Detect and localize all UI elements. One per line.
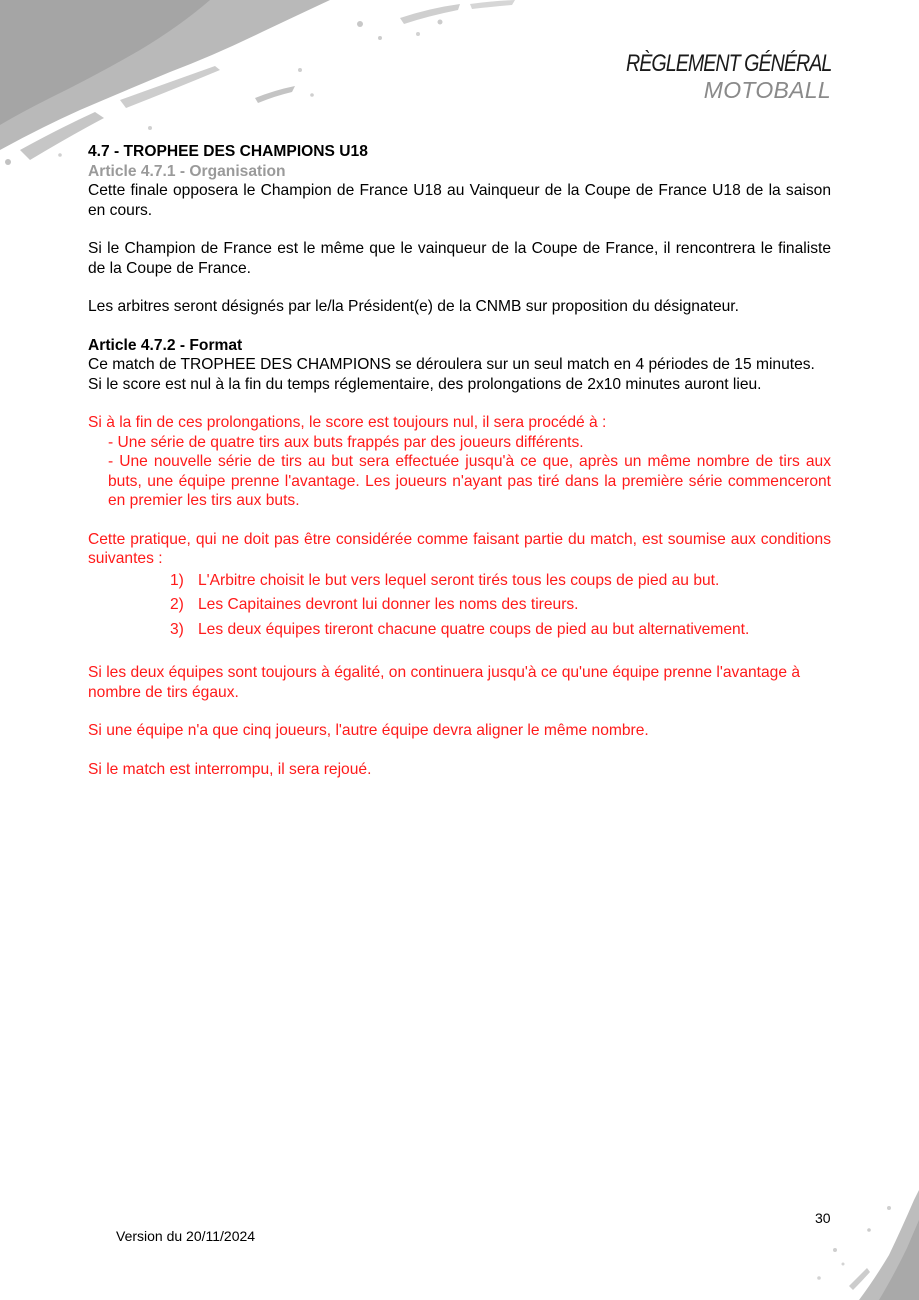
condition-text: Les Capitaines devront lui donner les noms des tireurs. <box>198 596 579 613</box>
brand-header <box>581 50 831 102</box>
version-footer: Version du 20/11/2024 <box>116 1228 256 1244</box>
condition-item <box>88 571 831 591</box>
five-players-paragraph: Si une équipe n'a que cinq joueurs, l'autre équipe devra aligner le même nombre. <box>88 722 649 739</box>
interrupted-match-paragraph: Si le match est interrompu, il sera rejoué. <box>88 760 372 778</box>
equal-score-paragraph: Si les deux équipes sont toujours à égalité, on continuera jusqu'à ce qu'une équipe prenne l'avantage à nombre de tirs égaux. <box>88 664 801 701</box>
article-4-7-2-paragraph-1: Ce match de TROPHEE DES CHAMPIONS se déroulera sur un seul match en 4 périodes de 15 minutes. <box>88 356 815 373</box>
condition-text: Les deux équipes tireront chacune quatre coups de pied au but alternativement. <box>198 620 750 638</box>
article-4-7-1-paragraph-2: Si le Champion de France est le même que le vainqueur de la Coupe de France, il rencontrera le finaliste de la Coupe de France. <box>88 240 831 277</box>
page-number: 30 <box>815 1210 831 1226</box>
condition-number: 3) <box>170 620 184 638</box>
condition-text: L'Arbitre choisit le but vers lequel seront tirés tous les coups de pied au but. <box>198 571 720 589</box>
brush-stroke-decoration-bottom <box>749 1190 919 1300</box>
brand-subtitle: MOTOBALL <box>703 77 831 103</box>
article-4-7-2-title: Article 4.7.2 - Format <box>88 336 243 354</box>
condition-number: 1) <box>170 571 184 589</box>
article-4-7-1-paragraph-3: Les arbitres seront désignés par le/la Président(e) de la CNMB sur proposition du désignateur. <box>88 298 739 315</box>
condition-item <box>88 620 831 640</box>
condition-number: 2) <box>170 596 184 613</box>
penalty-dash-item: - Une nouvelle série de tirs au but sera effectuée jusqu'à ce que, après un même nombre de tirs aux buts, une équipe prenne l'avantage. Les joueurs n'ayant pas tiré dans la première série commenceront en premier les tirs aux buts. <box>108 453 831 509</box>
article-4-7-1-title: Article 4.7.1 - Organisation <box>88 162 286 180</box>
section-title: 4.7 - TROPHEE DES CHAMPIONS U18 <box>88 143 368 160</box>
penalty-intro: Si à la fin de ces prolongations, le score est toujours nul, il sera procédé à : <box>88 414 607 431</box>
conditions-intro: Cette pratique, qui ne doit pas être considérée comme faisant partie du match, est soumise aux conditions suivantes : <box>88 530 831 567</box>
article-4-7-1-paragraph-1: Cette finale opposera le Champion de France U18 au Vainqueur de la Coupe de France U18 de la saison en cours. <box>88 182 831 219</box>
conditions-list <box>88 571 831 640</box>
document-body <box>88 142 831 779</box>
article-4-7-2-paragraph-2: Si le score est nul à la fin du temps réglementaire, des prolongations de 2x10 minutes auront lieu. <box>88 375 762 393</box>
penalty-dash-item: - Une série de quatre tirs aux buts frappés par des joueurs différents. <box>108 433 584 451</box>
condition-item <box>88 595 831 615</box>
brand-title: RÈGLEMENT GÉNÉRAL <box>625 50 831 77</box>
